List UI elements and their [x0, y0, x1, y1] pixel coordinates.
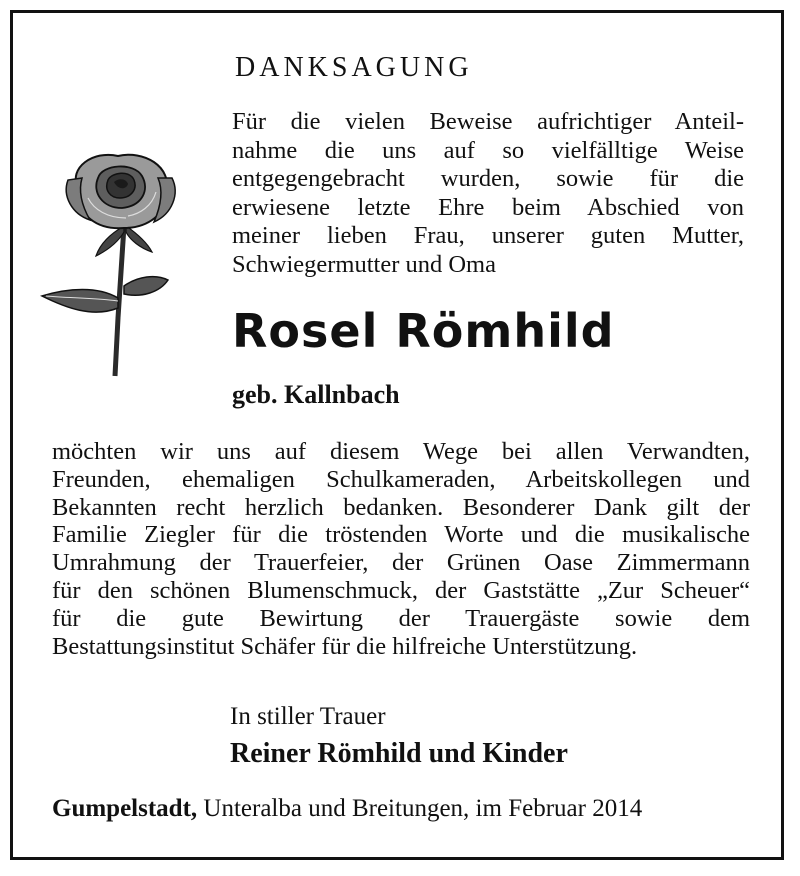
intro-line: Schwiegermutter und Oma	[232, 250, 496, 278]
place-rest: Unteralba und Breitungen, im Februar 2014	[197, 795, 643, 822]
thanks-line: Umrahmung der Trauerfeier, der Grünen Oase Zimmermann	[52, 549, 750, 577]
mourning-phrase: In stiller Trauer	[230, 703, 386, 730]
place-main: Gumpelstadt,	[52, 795, 198, 822]
thanks-line: für die gute Bewirtung der Trauergäste sowie dem	[52, 604, 750, 632]
thanks-line: Bekannten recht herzlich bedanken. Besonderer Dank gilt der	[52, 493, 750, 521]
signers: Reiner Römhild und Kinder	[230, 738, 568, 769]
intro-line: meiner lieben Frau, unserer guten Mutter,	[232, 222, 744, 249]
deceased-name: Rosel Römhild	[232, 304, 615, 358]
birth-name: geb. Kallnbach	[232, 380, 400, 409]
intro-line: nahme die uns auf so vielfälltige Weise	[232, 136, 744, 164]
intro-line: Für die vielen Beweise aufrichtiger Anteil-	[232, 108, 744, 135]
thanks-line: möchten wir uns auf diesem Wege bei allen Verwandten,	[52, 438, 750, 465]
thanks-line: Familie Ziegler für die tröstenden Worte und die musikalische	[52, 521, 750, 549]
thanks-line: Bestattungsinstitut Schäfer für die hilfreiche Unterstützung.	[52, 632, 638, 660]
thanks-paragraph	[52, 438, 750, 660]
thanks-line: für den schönen Blumenschmuck, der Gaststätte „Zur Scheuer“	[52, 576, 750, 604]
intro-paragraph	[232, 108, 744, 279]
rose-icon	[38, 148, 188, 378]
thanks-line: Freunden, ehemaligen Schulkameraden, Arbeitskollegen und	[52, 465, 750, 493]
notice-heading: DANKSAGUNG	[235, 52, 473, 83]
place-and-date	[52, 795, 642, 823]
intro-line: entgegengebracht wurden, sowie für die	[232, 165, 744, 192]
intro-line: erwiesene letzte Ehre beim Abschied von	[232, 193, 744, 221]
